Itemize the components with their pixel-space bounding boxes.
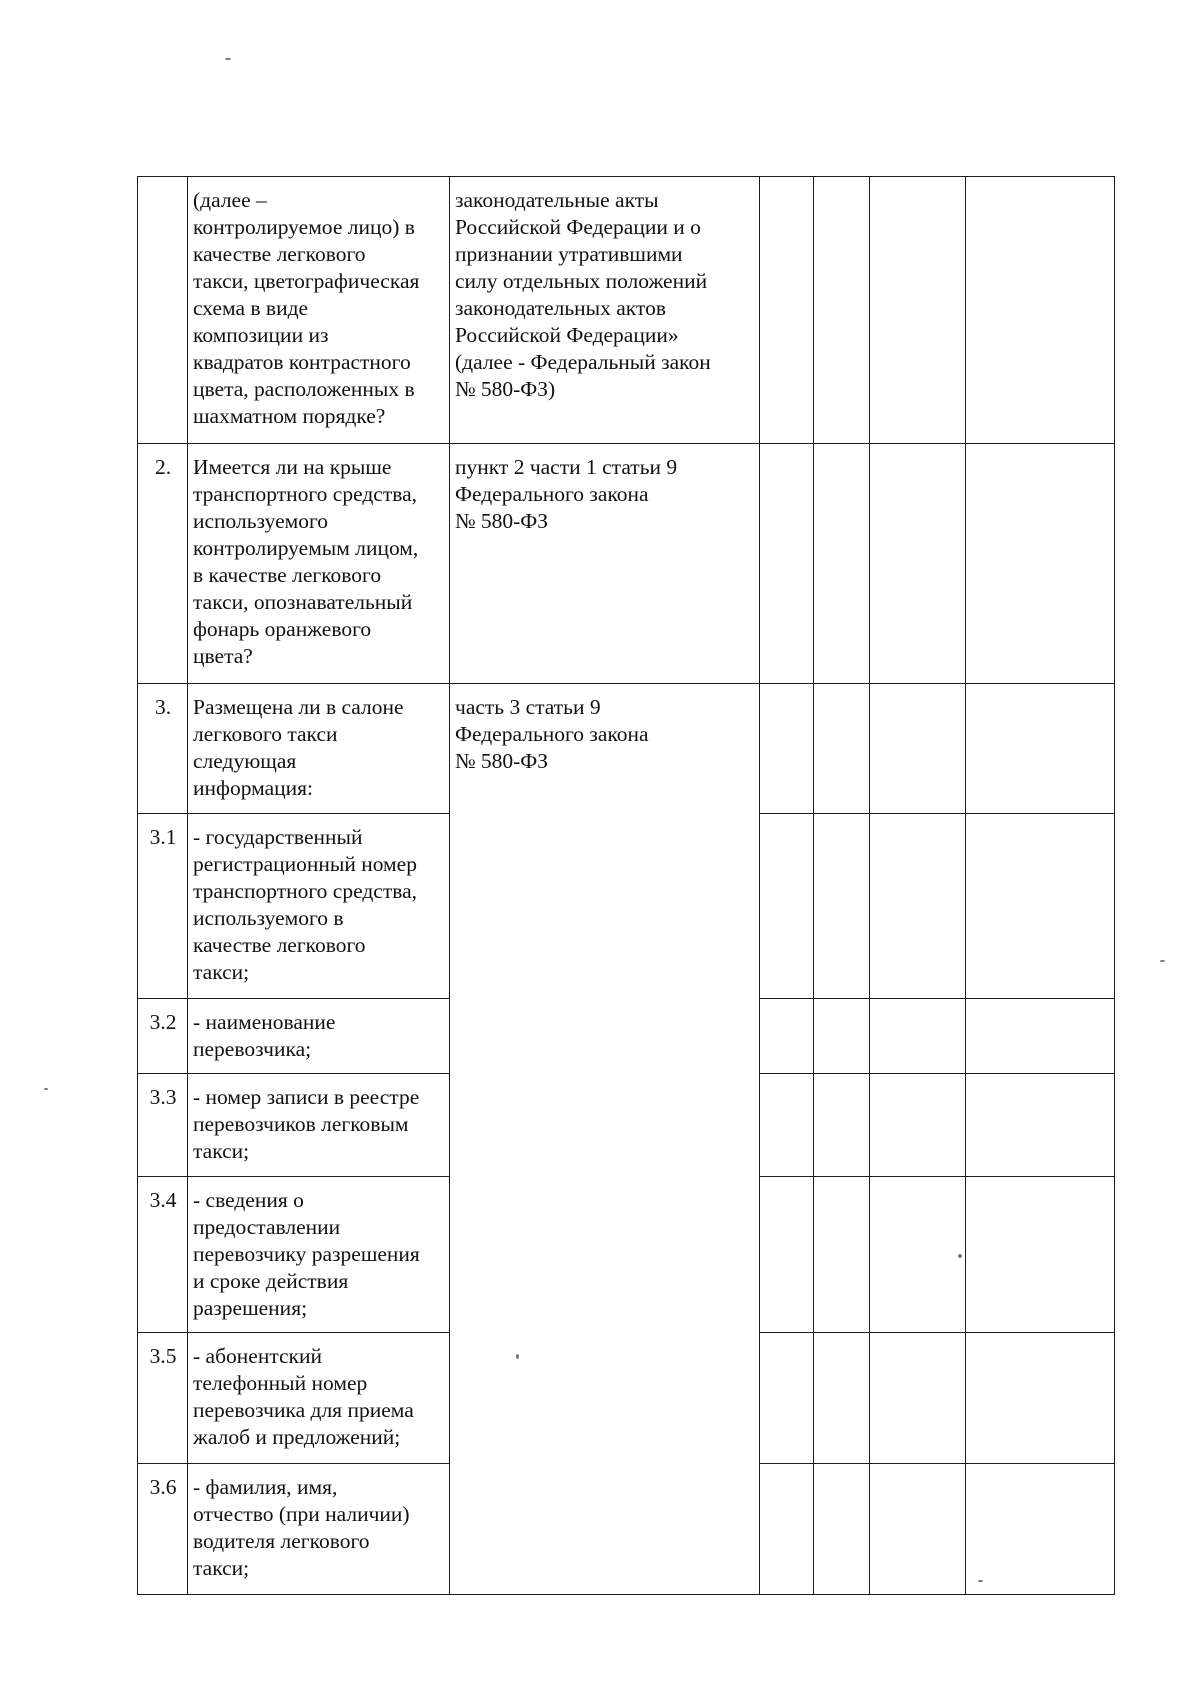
answer-yes-cell xyxy=(760,684,814,814)
answer-no-cell xyxy=(814,999,870,1074)
question-cell: - номер записи в реестре перевозчиков легковым такси; xyxy=(188,1074,450,1177)
note-cell xyxy=(966,1074,1115,1177)
answer-na-cell xyxy=(870,999,966,1074)
legal-reference-cell: законодательные акты Российской Федерации и о признании утратившими силу отдельных положений законодательных актов Российской Федерации» (далее - Федеральный закон № 580-ФЗ) xyxy=(450,177,760,444)
answer-yes-cell xyxy=(760,444,814,684)
note-cell xyxy=(966,444,1115,684)
question-cell: Имеется ли на крыше транспортного средства, используемого контролируемым лицом, в качестве легкового такси, опознавательный фонарь оранжевого цвета? xyxy=(188,444,450,684)
answer-no-cell xyxy=(814,684,870,814)
item-number xyxy=(138,177,188,444)
answer-no-cell xyxy=(814,1464,870,1595)
note-cell xyxy=(966,814,1115,999)
answer-na-cell xyxy=(870,1333,966,1464)
answer-no-cell xyxy=(814,177,870,444)
question-cell: Размещена ли в салоне легкового такси следующая информация: xyxy=(188,684,450,814)
scan-speck xyxy=(516,1354,519,1359)
answer-yes-cell xyxy=(760,814,814,999)
table-row xyxy=(138,444,1115,684)
scan-speck xyxy=(225,58,231,60)
answer-na-cell xyxy=(870,814,966,999)
question-cell: - фамилия, имя, отчество (при наличии) водителя легкового такси; xyxy=(188,1464,450,1595)
item-number: 3.6 xyxy=(138,1464,188,1595)
answer-yes-cell xyxy=(760,1074,814,1177)
answer-yes-cell xyxy=(760,177,814,444)
checklist-table xyxy=(137,176,1115,1595)
scan-speck xyxy=(978,1580,983,1582)
answer-no-cell xyxy=(814,444,870,684)
answer-yes-cell xyxy=(760,1177,814,1333)
answer-na-cell xyxy=(870,1464,966,1595)
answer-yes-cell xyxy=(760,1464,814,1595)
item-number: 3.2 xyxy=(138,999,188,1074)
question-cell: (далее – контролируемое лицо) в качестве легкового такси, цветографическая схема в виде композиции из квадратов контрастного цвета, расположенных в шахматном порядке? xyxy=(188,177,450,444)
answer-yes-cell xyxy=(760,1333,814,1464)
answer-no-cell xyxy=(814,1074,870,1177)
answer-na-cell xyxy=(870,1177,966,1333)
scan-speck xyxy=(44,1088,48,1090)
item-number: 3. xyxy=(138,684,188,814)
answer-na-cell xyxy=(870,684,966,814)
note-cell xyxy=(966,999,1115,1074)
answer-na-cell xyxy=(870,177,966,444)
item-number: 3.1 xyxy=(138,814,188,999)
question-cell: - сведения о предоставлении перевозчику разрешения и сроке действия разрешения; xyxy=(188,1177,450,1333)
answer-no-cell xyxy=(814,814,870,999)
legal-reference-cell: пункт 2 части 1 статьи 9 Федерального закона № 580-ФЗ xyxy=(450,444,760,684)
answer-na-cell xyxy=(870,444,966,684)
answer-no-cell xyxy=(814,1177,870,1333)
item-number: 3.5 xyxy=(138,1333,188,1464)
answer-yes-cell xyxy=(760,999,814,1074)
question-cell: - наименование перевозчика; xyxy=(188,999,450,1074)
question-cell: - государственный регистрационный номер транспортного средства, используемого в качестве легкового такси; xyxy=(188,814,450,999)
legal-reference-cell: часть 3 статьи 9 Федерального закона № 580-ФЗ xyxy=(450,684,760,1595)
item-number: 2. xyxy=(138,444,188,684)
note-cell xyxy=(966,1177,1115,1333)
answer-no-cell xyxy=(814,1333,870,1464)
note-cell xyxy=(966,684,1115,814)
item-number: 3.4 xyxy=(138,1177,188,1333)
note-cell xyxy=(966,1464,1115,1595)
note-cell xyxy=(966,1333,1115,1464)
scan-speck xyxy=(958,1254,962,1258)
note-cell xyxy=(966,177,1115,444)
item-number: 3.3 xyxy=(138,1074,188,1177)
table-row xyxy=(138,684,1115,814)
question-cell: - абонентский телефонный номер перевозчика для приема жалоб и предложений; xyxy=(188,1333,450,1464)
table-row xyxy=(138,177,1115,444)
scan-speck xyxy=(1160,960,1165,962)
answer-na-cell xyxy=(870,1074,966,1177)
